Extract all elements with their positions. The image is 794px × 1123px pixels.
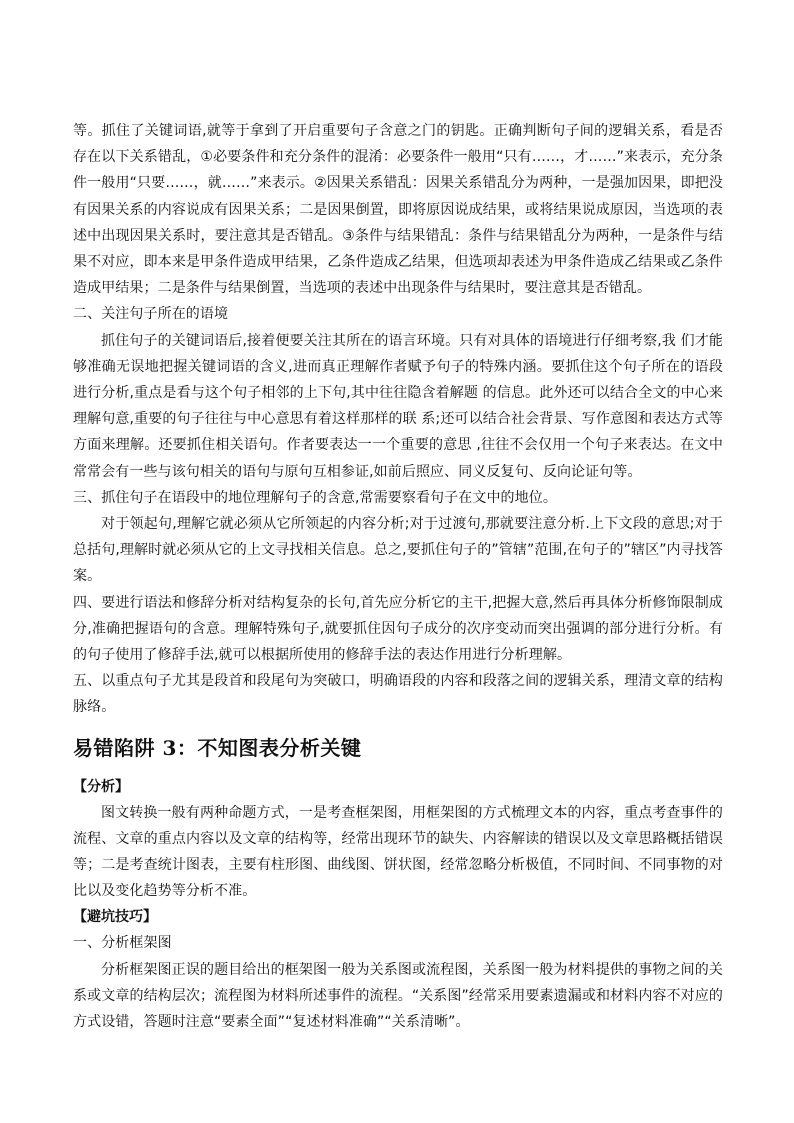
document-page bbox=[73, 118, 723, 1035]
paragraph-context: 抓住句子的关键词语后,接着便要关注其所在的语言环境。只有对具体的语境进行仔细考察,我 们才能够准确无误地把握关键词语的含义,进而真正理解作者赋予句子的特殊内涵。要抓住这个句子所在的语段进行分析,重点是看与这个句子相邻的上下句,其中往往隐含着解题 的信息。此外还可以结合全文的中心来理解句意,重要的句子往往与中心意思有着这样那样的联 系;还可以结合社会背景、写作意图和表达方式等方面来理解。还要抓住相关语句。作者要表达一一个重要的意思 ,往往不会仅用一个句子来表达。在文中常常会有一些与该句相关的语句与原句互相参证,如前后照应、同义反复句、反向论证句等。 bbox=[73, 332, 723, 480]
analysis-text: 图文转换一般有两种命题方式，一是考查框架图，用框架图的方式梳理文本的内容，重点考查事件的流程、文章的重点内容以及文章的结构等，经常出现环节的缺失、内容解读的错误以及文章思路概括错误等；二是考查统计图表，主要有柱形图、曲线图、饼状图，经常忽略分析极值，不同时间、不同事物的对比以及变化趋势等分析不准。 bbox=[73, 804, 723, 900]
paragraph-logic-relations: 等。抓住了关键词语,就等于拿到了开启重要句子含意之门的钥匙。正确判断句子间的逻辑关系，看是否存在以下关系错乱，①必要条件和充分条件的混淆：必要条件一般用“只有……，才……”来表示，充分条件一般用“只要……，就……”来表示。②因果关系错乱：因果关系错乱分为两种，一是强加因果，即把没有因果关系的内容说成有因果关系；二是因果倒置，即将原因说成结果，或将结果说成原因，当选项的表述中出现因果关系时，要注意其是否错乱。③条件与结果错乱：条件与结果错乱分为两种，一是条件与结果不对应，即本来是甲条件造成甲结果，乙条件造成乙结果，但选项却表述为甲条件造成乙结果或乙条件造成甲结果；二是条件与结果倒置，当选项的表述中出现条件与结果时，要注意其是否错乱。 bbox=[73, 123, 723, 297]
analysis-label: 【分析】 bbox=[73, 778, 129, 795]
paragraph-grammar: 四、要进行语法和修辞分析对结构复杂的长句,首先应分析它的主干,把握大意,然后再具体分析修饰限制成分,准确把握语句的含意。理解特殊句子,就要抓住因句子成分的次序变动而突出强调的部分进行分析。有的句子使用了修辞手法,就可以根据所使用的修辞手法的表达作用进行分析理解。 bbox=[73, 594, 723, 664]
tips-text: 分析框架图正误的题目给出的框架图一般为关系图或流程图，关系图一般为材料提供的事物之间的关系或文章的结构层次；流程图为材料所述事件的流程。“关系图”经常采用要素遗漏或和材料内容不对应的方式设错，答题时注意“要素全面”“复述材料准确”“关系清晰”。 bbox=[73, 961, 723, 1031]
heading-position: 三、抓住句子在语段中的地位理解句子的含意,常需要察看句子在文中的地位。 bbox=[73, 489, 557, 506]
section-title: 易错陷阱 3：不知图表分析关键 bbox=[73, 735, 362, 760]
heading-context: 二、关注句子所在的语境 bbox=[73, 306, 229, 323]
tips-item-heading: 一、分析框架图 bbox=[73, 935, 172, 952]
paragraph-position: 对于领起句,理解它就必须从它所领起的内容分析;对于过渡句,那就要注意分析.上下文段的意思;对于总括句,理解时就必须从它的上文寻找相关信息。总之,要抓住句子的”管辖”范围,在句子的”辖区”内寻找答案。 bbox=[73, 516, 723, 585]
tips-label: 【避坑技巧】 bbox=[73, 909, 157, 926]
paragraph-key-sentences: 五、以重点句子尤其是段首和段尾句为突破口，明确语段的内容和段落之间的逻辑关系，理清文章的结构脉络。 bbox=[73, 673, 723, 716]
